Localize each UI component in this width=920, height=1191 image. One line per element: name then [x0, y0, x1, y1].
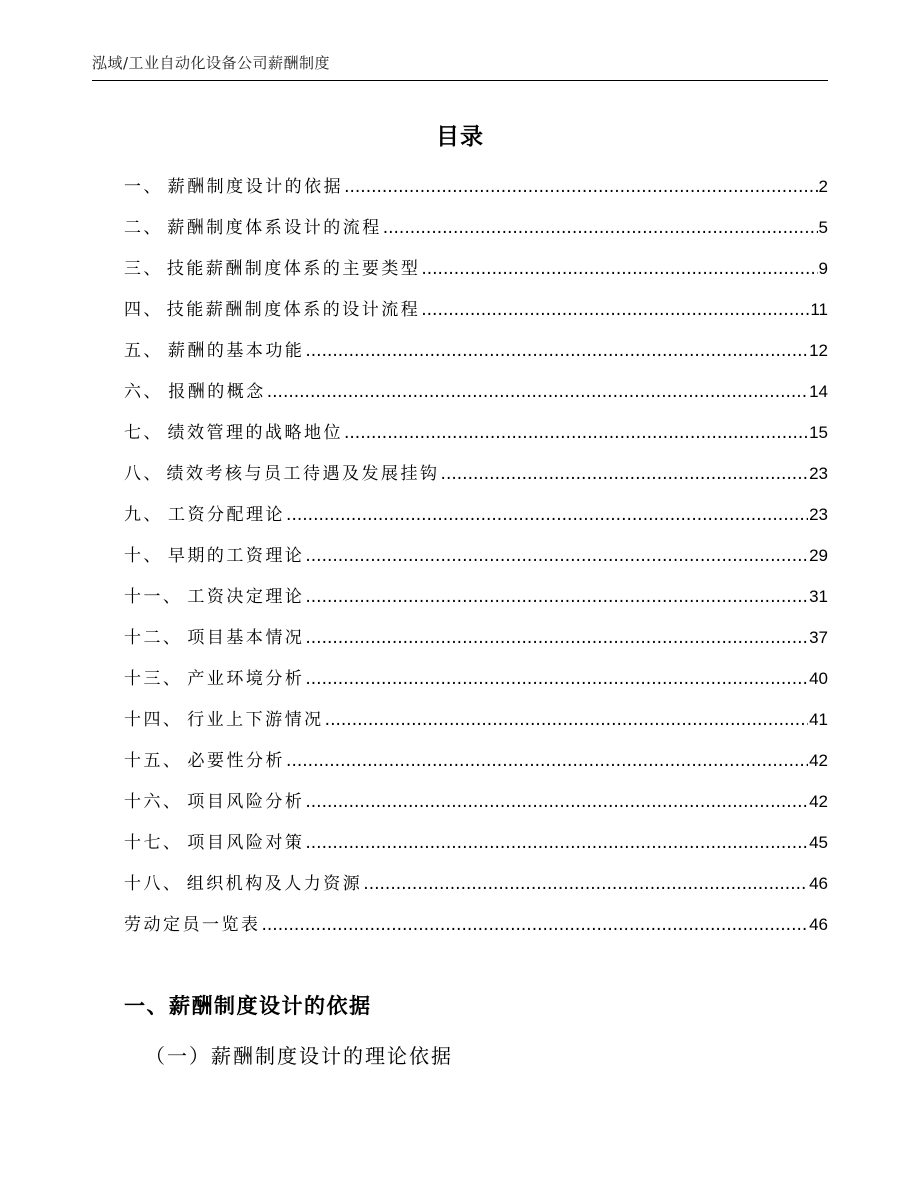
toc-entry-number: 十四、 [124, 710, 183, 730]
toc-entry[interactable] [124, 781, 828, 822]
toc-entry[interactable] [124, 166, 828, 207]
toc-entry-number: 十六、 [124, 792, 183, 812]
header-divider [92, 80, 828, 81]
section-subheading: （一）薪酬制度设计的理论依据 [145, 1044, 453, 1068]
toc-leader-dots [305, 577, 808, 618]
toc-entry-page: 11 [810, 300, 828, 319]
toc-entry-page: 14 [809, 382, 828, 401]
toc-entry[interactable] [124, 453, 828, 494]
toc-entry-title: 报酬的概念 [168, 382, 266, 402]
toc-entry-title: 组织机构及人力资源 [186, 874, 363, 894]
toc-entry-page: 15 [809, 423, 828, 442]
toc-entry[interactable] [124, 740, 828, 781]
toc-entry-page: 46 [809, 915, 828, 934]
toc-entry-page: 42 [809, 751, 828, 770]
toc-entry[interactable] [124, 904, 828, 945]
toc-entry[interactable] [124, 699, 828, 740]
toc-entry-title: 行业上下游情况 [187, 710, 324, 730]
toc-leader-dots [305, 823, 808, 864]
toc-entry-title: 必要性分析 [187, 751, 286, 771]
toc-entry-title: 项目风险分析 [187, 792, 305, 812]
toc-leader-dots [262, 905, 809, 946]
toc-entry-number: 十五、 [124, 751, 183, 771]
toc-entry[interactable] [124, 289, 828, 330]
toc-entry-number: 一、 [124, 177, 163, 197]
toc-entry-number: 二、 [124, 218, 163, 238]
toc-entry-page: 29 [809, 546, 828, 565]
toc-entry-number: 四、 [124, 300, 163, 320]
toc-entry-title: 工资分配理论 [168, 505, 286, 525]
toc-entry-number: 十二、 [124, 628, 183, 648]
toc-entry[interactable] [124, 371, 828, 412]
toc-entry-title: 技能薪酬制度体系的主要类型 [166, 259, 421, 279]
toc-entry[interactable] [124, 248, 828, 289]
toc-leader-dots [344, 167, 817, 208]
toc-entry-title: 劳动定员一览表 [124, 915, 261, 935]
toc-entry-page: 23 [809, 505, 828, 524]
toc-entry-page: 2 [818, 177, 828, 196]
toc-entry-page: 45 [809, 833, 828, 852]
toc-leader-dots [421, 290, 809, 331]
toc-entry-page: 5 [818, 218, 828, 237]
toc-entry-title: 绩效管理的战略地位 [167, 423, 343, 443]
toc-entry-number: 五、 [124, 341, 163, 361]
toc-entry[interactable] [124, 412, 828, 453]
toc-entry-title: 薪酬的基本功能 [167, 341, 305, 361]
toc-leader-dots [305, 782, 808, 823]
toc-entry-title: 项目风险对策 [187, 833, 305, 853]
toc-leader-dots [344, 413, 808, 454]
toc-entry-number: 十八、 [124, 874, 183, 894]
toc-leader-dots [325, 700, 808, 741]
toc-leader-dots [421, 249, 817, 290]
toc-entry-page: 40 [809, 669, 828, 688]
toc-entry-page: 9 [818, 259, 828, 278]
toc-entry-number: 十三、 [124, 669, 183, 689]
toc-entry-number: 十七、 [124, 833, 183, 853]
toc-entry[interactable] [124, 535, 828, 576]
toc-entry-page: 12 [809, 341, 828, 360]
toc-leader-dots [383, 208, 818, 249]
toc-entry-page: 23 [809, 464, 828, 483]
toc-entry[interactable] [124, 617, 828, 658]
toc-entry-number: 七、 [124, 423, 163, 443]
toc-entry-number: 九、 [124, 505, 163, 525]
toc-entry-number: 十、 [124, 546, 163, 566]
toc-entry-page: 37 [809, 628, 828, 647]
toc-entry-number: 八、 [124, 464, 163, 484]
toc-entry-title: 项目基本情况 [187, 628, 305, 648]
toc-entry-title: 薪酬制度体系设计的流程 [167, 218, 382, 238]
toc-entry-title: 薪酬制度设计的依据 [167, 177, 344, 197]
toc-leader-dots [286, 741, 808, 782]
toc-title: 目录 [436, 124, 484, 150]
toc-entry-title: 绩效考核与员工待遇及发展挂钩 [166, 464, 440, 484]
toc-leader-dots [305, 618, 808, 659]
toc-entry[interactable] [124, 658, 828, 699]
toc-leader-dots [305, 659, 808, 700]
toc-entry-title: 产业环境分析 [187, 669, 305, 689]
toc-entry-title: 技能薪酬制度体系的设计流程 [166, 300, 421, 320]
toc-entry-page: 41 [809, 710, 828, 729]
toc-leader-dots [286, 495, 808, 536]
toc-entry-page: 31 [809, 587, 828, 606]
toc-leader-dots [305, 331, 808, 372]
toc-entry-title: 早期的工资理论 [167, 546, 305, 566]
toc-entry-number: 十一、 [124, 587, 183, 607]
toc-entry[interactable] [124, 494, 828, 535]
toc-entry-page: 46 [809, 874, 828, 893]
toc-leader-dots [363, 864, 808, 905]
table-of-contents [124, 166, 828, 945]
toc-entry[interactable] [124, 330, 828, 371]
toc-entry-title: 工资决定理论 [187, 587, 305, 607]
toc-leader-dots [305, 536, 808, 577]
toc-leader-dots [441, 454, 809, 495]
toc-entry-number: 三、 [124, 259, 163, 279]
toc-entry[interactable] [124, 822, 828, 863]
section-heading: 一、薪酬制度设计的依据 [124, 994, 372, 1018]
toc-entry[interactable] [124, 576, 828, 617]
toc-entry-number: 六、 [124, 382, 163, 402]
page-header: 泓域/工业自动化设备公司薪酬制度 [92, 54, 331, 72]
toc-entry[interactable] [124, 863, 828, 904]
toc-entry[interactable] [124, 207, 828, 248]
toc-entry-page: 42 [809, 792, 828, 811]
toc-leader-dots [267, 372, 808, 413]
